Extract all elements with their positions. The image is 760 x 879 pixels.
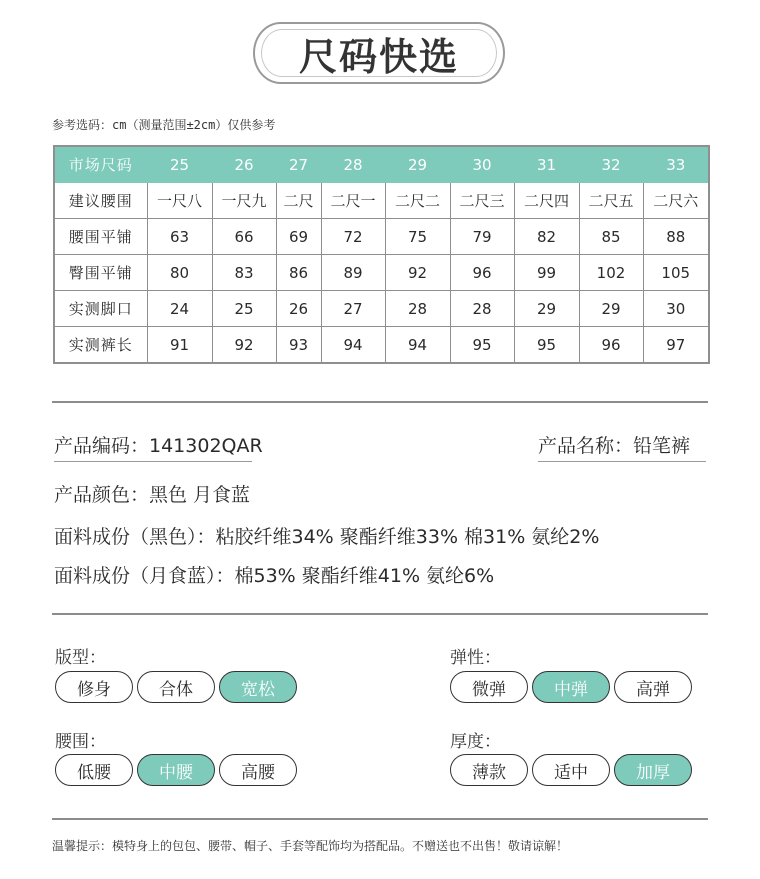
- table-cell: 94: [385, 327, 450, 364]
- table-cell: 32: [579, 146, 643, 183]
- table-cell: 72: [321, 219, 385, 255]
- table-cell: 25: [147, 146, 212, 183]
- row-label-cell: 实测脚口: [54, 291, 147, 327]
- product-name-underline: [538, 461, 706, 462]
- table-cell: 92: [212, 327, 276, 364]
- row-label-cell: 市场尺码: [54, 146, 147, 183]
- table-row: [54, 327, 709, 364]
- table-cell: 30: [643, 291, 709, 327]
- table-cell: 27: [321, 291, 385, 327]
- table-cell: 30: [450, 146, 514, 183]
- thickness-option[interactable]: 薄款: [450, 754, 528, 786]
- thickness-label: 厚度：: [450, 732, 501, 752]
- product-code-underline: [54, 461, 252, 462]
- row-label-cell: 臀围平铺: [54, 255, 147, 291]
- table-cell: 97: [643, 327, 709, 364]
- table-cell: 29: [579, 291, 643, 327]
- fit-label: 版型：: [55, 648, 106, 668]
- table-cell: 二尺六: [643, 183, 709, 219]
- table-cell: 96: [450, 255, 514, 291]
- table-cell: 28: [450, 291, 514, 327]
- table-row: [54, 255, 709, 291]
- table-cell: 一尺九: [212, 183, 276, 219]
- product-code: 产品编码：141302QAR: [54, 435, 263, 457]
- table-header-row: [54, 146, 709, 183]
- table-cell: 一尺八: [147, 183, 212, 219]
- table-cell: 95: [450, 327, 514, 364]
- table-cell: 63: [147, 219, 212, 255]
- table-cell: 33: [643, 146, 709, 183]
- table-cell: 二尺: [276, 183, 321, 219]
- fabric-blue: 面料成份（月食蓝）：棉53% 聚酯纤维41% 氨纶6%: [54, 565, 495, 587]
- table-cell: 二尺五: [579, 183, 643, 219]
- divider: [52, 401, 708, 403]
- table-cell: 31: [514, 146, 579, 183]
- table-row: [54, 183, 709, 219]
- table-cell: 82: [514, 219, 579, 255]
- thickness-option[interactable]: 适中: [532, 754, 610, 786]
- measurement-note: 参考选码：cm（测量范围±2cm）仅供参考: [52, 118, 276, 132]
- fit-option[interactable]: 合体: [137, 671, 215, 703]
- waist-option[interactable]: 高腰: [219, 754, 297, 786]
- waist-option[interactable]: 低腰: [55, 754, 133, 786]
- table-cell: 25: [212, 291, 276, 327]
- table-cell: 二尺二: [385, 183, 450, 219]
- page-title: 尺码快选: [298, 34, 459, 79]
- footer-note: 温馨提示：模特身上的包包、腰带、帽子、手套等配饰均为搭配品。不赠送也不出售！敬请谅解！: [52, 839, 569, 853]
- table-cell: 二尺四: [514, 183, 579, 219]
- table-cell: 26: [276, 291, 321, 327]
- table-cell: 89: [321, 255, 385, 291]
- table-cell: 86: [276, 255, 321, 291]
- table-cell: 93: [276, 327, 321, 364]
- table-cell: 92: [385, 255, 450, 291]
- row-label-cell: 实测裤长: [54, 327, 147, 364]
- table-cell: 99: [514, 255, 579, 291]
- waist-label: 腰围：: [55, 732, 106, 752]
- divider: [52, 613, 708, 615]
- product-name: 产品名称：铅笔裤: [538, 435, 691, 457]
- table-cell: 75: [385, 219, 450, 255]
- table-cell: 二尺三: [450, 183, 514, 219]
- table-cell: 83: [212, 255, 276, 291]
- table-cell: 95: [514, 327, 579, 364]
- fabric-black: 面料成份（黑色）：粘胶纤维34% 聚酯纤维33% 棉31% 氨纶2%: [54, 526, 600, 548]
- table-cell: 80: [147, 255, 212, 291]
- table-cell: 二尺一: [321, 183, 385, 219]
- table-cell: 79: [450, 219, 514, 255]
- waist-option[interactable]: 中腰: [137, 754, 215, 786]
- product-color: 产品颜色：黑色 月食蓝: [54, 484, 251, 506]
- table-cell: 102: [579, 255, 643, 291]
- fit-option[interactable]: 修身: [55, 671, 133, 703]
- elasticity-option[interactable]: 中弹: [532, 671, 610, 703]
- table-cell: 85: [579, 219, 643, 255]
- table-cell: 88: [643, 219, 709, 255]
- elasticity-option[interactable]: 微弹: [450, 671, 528, 703]
- table-cell: 28: [385, 291, 450, 327]
- table-cell: 29: [514, 291, 579, 327]
- elasticity-label: 弹性：: [450, 648, 501, 668]
- table-cell: 27: [276, 146, 321, 183]
- divider: [52, 818, 708, 820]
- table-cell: 29: [385, 146, 450, 183]
- table-cell: 105: [643, 255, 709, 291]
- table-cell: 94: [321, 327, 385, 364]
- fit-option[interactable]: 宽松: [219, 671, 297, 703]
- table-cell: 28: [321, 146, 385, 183]
- table-cell: 96: [579, 327, 643, 364]
- table-row: [54, 219, 709, 255]
- row-label-cell: 建议腰围: [54, 183, 147, 219]
- table-row: [54, 291, 709, 327]
- table-cell: 24: [147, 291, 212, 327]
- size-table: [53, 145, 710, 364]
- table-cell: 66: [212, 219, 276, 255]
- table-cell: 91: [147, 327, 212, 364]
- table-cell: 69: [276, 219, 321, 255]
- row-label-cell: 腰围平铺: [54, 219, 147, 255]
- elasticity-option[interactable]: 高弹: [614, 671, 692, 703]
- table-cell: 26: [212, 146, 276, 183]
- thickness-option[interactable]: 加厚: [614, 754, 692, 786]
